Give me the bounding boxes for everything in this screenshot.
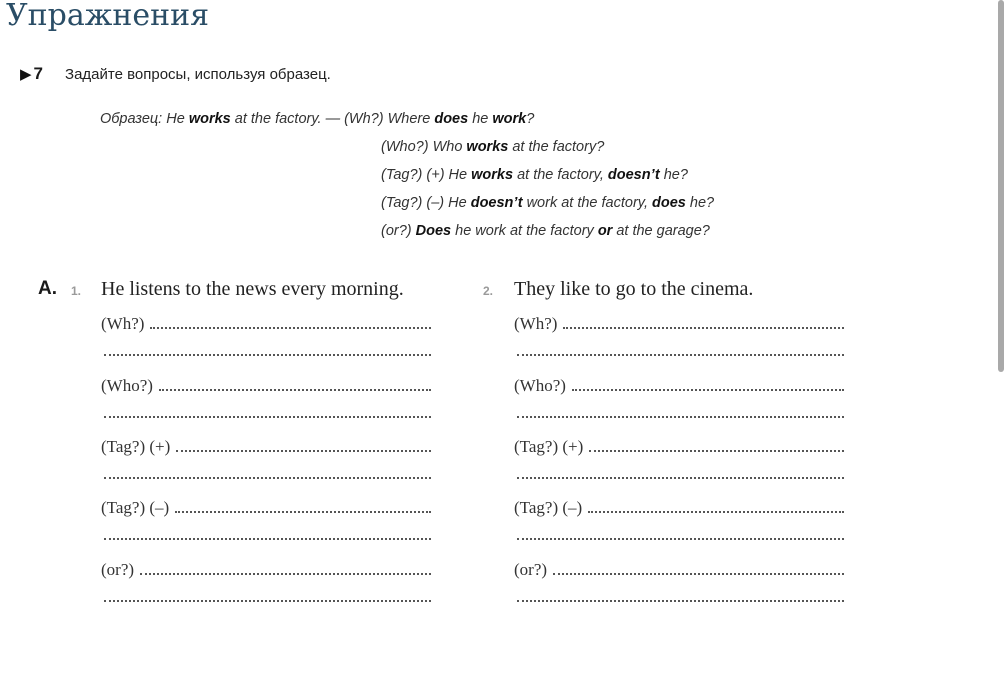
answer-label: (or?) (514, 560, 548, 579)
answer-label: (Who?) (101, 376, 153, 395)
sample-text-segment: work (492, 111, 527, 127)
item-sentence: They like to go to the cinema. (514, 278, 754, 300)
sample-text-segment: Образец: He (100, 111, 189, 127)
sample-text-segment: (Tag?) (+) He (381, 167, 472, 183)
sample-text-segment: ? (526, 111, 535, 127)
sample-text-segment: he (468, 111, 493, 127)
sample-line-2 (381, 139, 604, 155)
sample-text-segment: at the factory? (508, 139, 605, 155)
sample-text-segment: he? (685, 195, 715, 211)
sample-text-segment: works (466, 139, 509, 155)
answer-field-line[interactable] (517, 354, 844, 356)
answer-field-line[interactable] (517, 477, 844, 479)
sample-text-segment: does (434, 111, 469, 127)
answer-label: (Who?) (514, 376, 566, 395)
sample-line-4 (381, 195, 714, 211)
answer-label: (Wh?) (514, 314, 558, 333)
sample-text-segment: (Who?) Who (381, 139, 467, 155)
answer-field[interactable] (553, 561, 844, 575)
sample-text-segment: Does (415, 223, 452, 239)
section-letter: A. (38, 278, 57, 299)
answer-field[interactable] (176, 438, 431, 452)
answer-row-tag-minus[interactable] (514, 498, 844, 518)
sample-text-segment: he? (659, 167, 688, 183)
answer-field-line[interactable] (517, 416, 844, 418)
answer-row-tag-plus[interactable] (101, 437, 431, 457)
answer-row-or[interactable] (101, 560, 431, 580)
exercise-header (20, 64, 331, 84)
answer-field[interactable] (140, 561, 431, 575)
sample-text-segment: he work at the factory (451, 223, 598, 239)
answer-row-tag-plus[interactable] (514, 437, 844, 457)
item-number: 1. (71, 284, 82, 298)
page-title: Упражнения (6, 0, 210, 33)
exercise-instruction: Задайте вопросы, используя образец. (65, 65, 331, 83)
answer-field[interactable] (563, 315, 844, 329)
sample-text-segment: works (471, 167, 514, 183)
answer-field-line[interactable] (104, 416, 431, 418)
sample-text-segment: work at the factory, (522, 195, 653, 211)
answer-label: (Tag?) (–) (514, 498, 583, 517)
answer-label: (Tag?) (+) (101, 437, 171, 456)
answer-row-wh[interactable] (101, 314, 431, 334)
answer-row-who[interactable] (514, 376, 844, 396)
answer-label: (Tag?) (–) (101, 498, 170, 517)
answer-field-line[interactable] (104, 600, 431, 602)
answer-field[interactable] (572, 377, 844, 391)
answer-field[interactable] (589, 438, 844, 452)
sample-text-segment: (or?) (381, 223, 416, 239)
item-number: 2. (483, 284, 494, 298)
sample-line-1 (100, 111, 534, 127)
answer-row-tag-minus[interactable] (101, 498, 431, 518)
sample-text-segment: at the factory. — (Wh?) Where (230, 111, 435, 127)
answer-row-wh[interactable] (514, 314, 844, 334)
sample-text-segment: doesn’t (607, 167, 660, 183)
answer-field-line[interactable] (104, 354, 431, 356)
sample-line-5 (381, 223, 710, 239)
answer-row-who[interactable] (101, 376, 431, 396)
play-triangle-icon: ▶ (20, 66, 32, 83)
answer-field[interactable] (150, 315, 431, 329)
sample-text-segment: does (652, 195, 686, 211)
answer-field[interactable] (588, 499, 844, 513)
sample-text-segment: or (597, 223, 613, 239)
sample-line-3 (381, 167, 688, 183)
exercise-number: 7 (33, 64, 44, 83)
sample-text-segment: at the factory, (513, 167, 608, 183)
item-sentence: He listens to the news every morning. (101, 278, 404, 300)
answer-label: (or?) (101, 560, 135, 579)
sample-text-segment: doesn’t (470, 195, 523, 211)
answer-field-line[interactable] (517, 538, 844, 540)
answer-label: (Wh?) (101, 314, 145, 333)
answer-label: (Tag?) (+) (514, 437, 584, 456)
answer-field-line[interactable] (104, 477, 431, 479)
sample-text-segment: (Tag?) (–) He (381, 195, 471, 211)
answer-field[interactable] (159, 377, 431, 391)
sample-text-segment: at the garage? (612, 223, 710, 239)
scrollbar[interactable] (998, 0, 1004, 372)
answer-field-line[interactable] (517, 600, 844, 602)
sample-text-segment: works (188, 111, 231, 127)
answer-row-or[interactable] (514, 560, 844, 580)
answer-field[interactable] (175, 499, 431, 513)
answer-field-line[interactable] (104, 538, 431, 540)
